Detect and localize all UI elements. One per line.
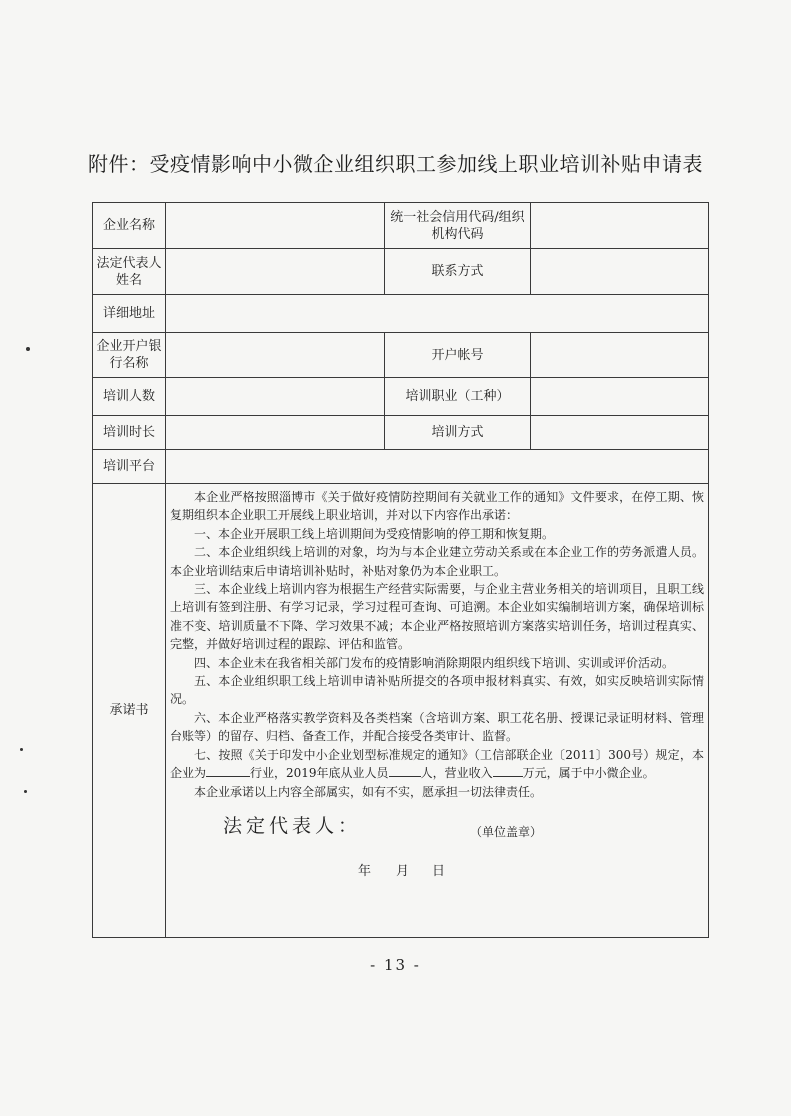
table-row — [93, 295, 709, 333]
month-label: 月 — [396, 863, 410, 879]
table-row — [93, 416, 709, 450]
pledge-item-2: 二、本企业组织线上培训的对象，均为与本企业建立劳动关系或在本企业工作的劳务派遣人员。本企业培训结束后申请培训补贴时，补贴对象仍为本企业职工。 — [170, 545, 704, 578]
scan-speck — [24, 790, 27, 793]
address-field[interactable] — [166, 295, 709, 333]
credit-code-field[interactable] — [531, 203, 709, 249]
account-field[interactable] — [531, 333, 709, 378]
pledge-text — [166, 484, 708, 885]
pledge-cell — [166, 484, 709, 938]
duration-field[interactable] — [166, 416, 385, 450]
platform-label: 培训平台 — [93, 450, 166, 484]
pledge-item-3: 三、本企业线上培训内容为根据生产经营实际需要，与企业主营业务相关的培训项目，且职工线上培训有签到注册、有学习记录，学习过程可查询、可追溯。本企业如实编制培训方案，确保培训标准不变、培训质量不下降、学习效果不减；本企业严格按照培训方案落实培训任务，培训过程真实、完整，并做好培训过程的跟踪、评估和监管。 — [170, 582, 704, 652]
trainee-count-label: 培训人数 — [93, 378, 166, 416]
trainee-count-field[interactable] — [166, 378, 385, 416]
pledge-item-4: 四、本企业未在我省相关部门发布的疫情影响消除期限内组织线下培训、实训或评价活动。 — [194, 655, 675, 670]
pledge-intro: 本企业严格按照淄博市《关于做好疫情防控期间有关就业工作的通知》文件要求，在停工期、恢复期组织本企业职工开展线上职业培训，并对以下内容作出承诺： — [170, 490, 704, 523]
duration-label: 培训时长 — [93, 416, 166, 450]
signature-row — [170, 814, 704, 847]
date-row — [170, 863, 704, 885]
contact-label: 联系方式 — [385, 249, 531, 295]
table-row — [93, 249, 709, 295]
pledge-item-5: 五、本企业组织职工线上培训申请补贴所提交的各项申报材料真实、有效，如实反映培训实际情况。 — [170, 674, 704, 707]
page-number: - 13 - — [370, 956, 421, 974]
bank-label: 企业开户银行名称 — [93, 333, 166, 378]
pledge-closing: 本企业承诺以上内容全部属实，如有不实，愿承担一切法律责任。 — [194, 784, 543, 799]
day-label: 日 — [432, 863, 446, 879]
contact-field[interactable] — [531, 249, 709, 295]
company-name-label: 企业名称 — [93, 203, 166, 249]
legal-rep-label: 法定代表人姓名 — [93, 249, 166, 295]
application-form-table — [92, 202, 709, 938]
pledge-item-7-part-a: 七、按照《关于印发中小企业划型标准规定的通知》（工信部联企业〔2011〕300号）规定，本企业为 — [170, 747, 704, 781]
pledge-label: 承诺书 — [93, 484, 166, 938]
occupation-label: 培训职业（工种） — [385, 378, 531, 416]
scan-speck — [20, 748, 23, 751]
account-label: 开户帐号 — [385, 333, 531, 378]
table-row — [93, 203, 709, 249]
pledge-item-1: 一、本企业开展职工线上培训期间为受疫情影响的停工期和恢复期。 — [194, 526, 555, 541]
pledge-item-7-part-b: 行业，2019年底从业人员 — [250, 766, 389, 781]
pledge-item-7-part-d: 万元，属于中小微企业。 — [522, 766, 655, 781]
page-title: 附件：受疫情影响中小微企业组织职工参加线上职业培训补贴申请表 — [88, 152, 703, 176]
method-label: 培训方式 — [385, 416, 531, 450]
table-row — [93, 484, 709, 938]
table-row — [93, 333, 709, 378]
credit-code-label: 统一社会信用代码/组织机构代码 — [385, 203, 531, 249]
address-label: 详细地址 — [93, 295, 166, 333]
occupation-field[interactable] — [531, 378, 709, 416]
employees-blank[interactable] — [389, 764, 421, 777]
legal-rep-field[interactable] — [166, 249, 385, 295]
bank-field[interactable] — [166, 333, 385, 378]
company-name-field[interactable] — [166, 203, 385, 249]
revenue-blank[interactable] — [493, 764, 523, 777]
pledge-item-7-part-c: 人，营业收入 — [420, 766, 493, 781]
method-field[interactable] — [531, 416, 709, 450]
industry-blank[interactable] — [206, 764, 250, 777]
scan-speck — [26, 347, 30, 351]
table-row — [93, 378, 709, 416]
pledge-item-6: 六、本企业严格落实教学资料及各类档案（含培训方案、职工花名册、授课记录证明材料、管理台账等）的留存、归档、备查工作，并配合接受各类审计、监督。 — [170, 710, 704, 744]
platform-field[interactable] — [166, 450, 709, 484]
signature-label: 法定代表人： — [223, 814, 362, 837]
year-label: 年 — [358, 863, 372, 879]
table-row — [93, 450, 709, 484]
seal-label: （单位盖章） — [470, 824, 543, 839]
pledge-item-7 — [170, 746, 704, 783]
